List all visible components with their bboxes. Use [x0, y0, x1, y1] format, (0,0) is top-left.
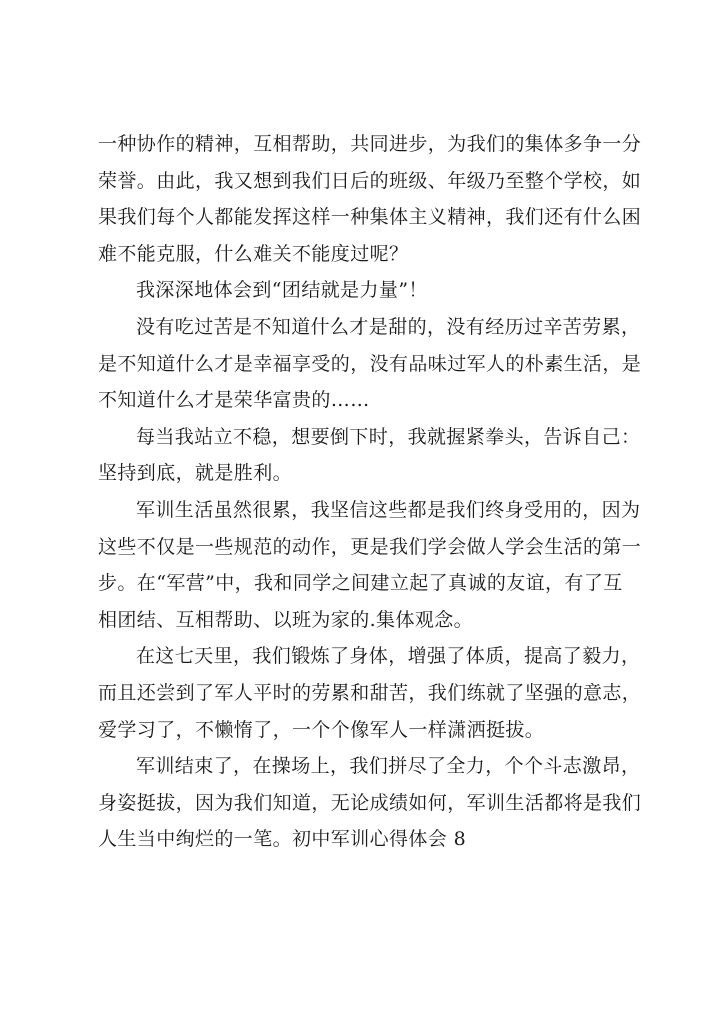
document-body	[98, 126, 643, 858]
text-line: 一种协作的精神，互相帮助，共同进步，为我们的集体多争一分	[98, 133, 642, 155]
text-line: 步。在“军营”中，我和同学之间建立起了真诚的友谊，有了互	[98, 572, 623, 595]
text-line: 没有吃过苦是不知道什么才是甜的，没有经历过辛苦劳累，	[136, 315, 641, 338]
text-line: 相团结、互相帮助、以班为家的.集体观念。	[98, 608, 474, 631]
text-line: 是不知道什么才是幸福享受的，没有品味过军人的朴素生活，是	[98, 352, 642, 375]
text-line: 果我们每个人都能发挥这样一种集体主义精神，我们还有什么困	[98, 206, 642, 229]
text-line: 军训结束了，在操场上，我们拼尽了全力，个个斗志激昂，	[136, 755, 641, 778]
text-line: 军训生活虽然很累，我坚信这些都是我们终身受用的，因为	[136, 498, 641, 521]
text-line: 坚持到底，就是胜利。	[98, 462, 293, 485]
text-line: 而且还尝到了军人平时的劳累和甜苦，我们练就了坚强的意志，	[98, 681, 642, 704]
text-line: 在这七天里，我们锻炼了身体，增强了体质，提高了毅力，	[136, 645, 641, 668]
text-line: 这些不仅是一些规范的动作，更是我们学会做人学会生活的第一	[98, 535, 642, 558]
text-line: 荣誉。由此，我又想到我们日后的班级、年级乃至整个学校，如	[98, 169, 642, 192]
text-line: 不知道什么才是荣华富贵的……	[98, 389, 370, 412]
text-line: 身姿挺拔，因为我们知道，无论成绩如何，军训生活都将是我们	[98, 791, 642, 814]
text-line: 我深深地体会到“团结就是力量”！	[136, 279, 428, 302]
text-line: 爱学习了，不懒惰了，一个个像军人一样潇洒挺拔。	[98, 718, 545, 741]
text-line: 每当我站立不稳，想要倒下时，我就握紧拳头，告诉自己：	[136, 425, 641, 448]
text-line: 人生当中绚烂的一笔。初中军训心得体会 8	[98, 828, 467, 851]
text-line: 难不能克服，什么难关不能度过呢？	[98, 242, 409, 265]
